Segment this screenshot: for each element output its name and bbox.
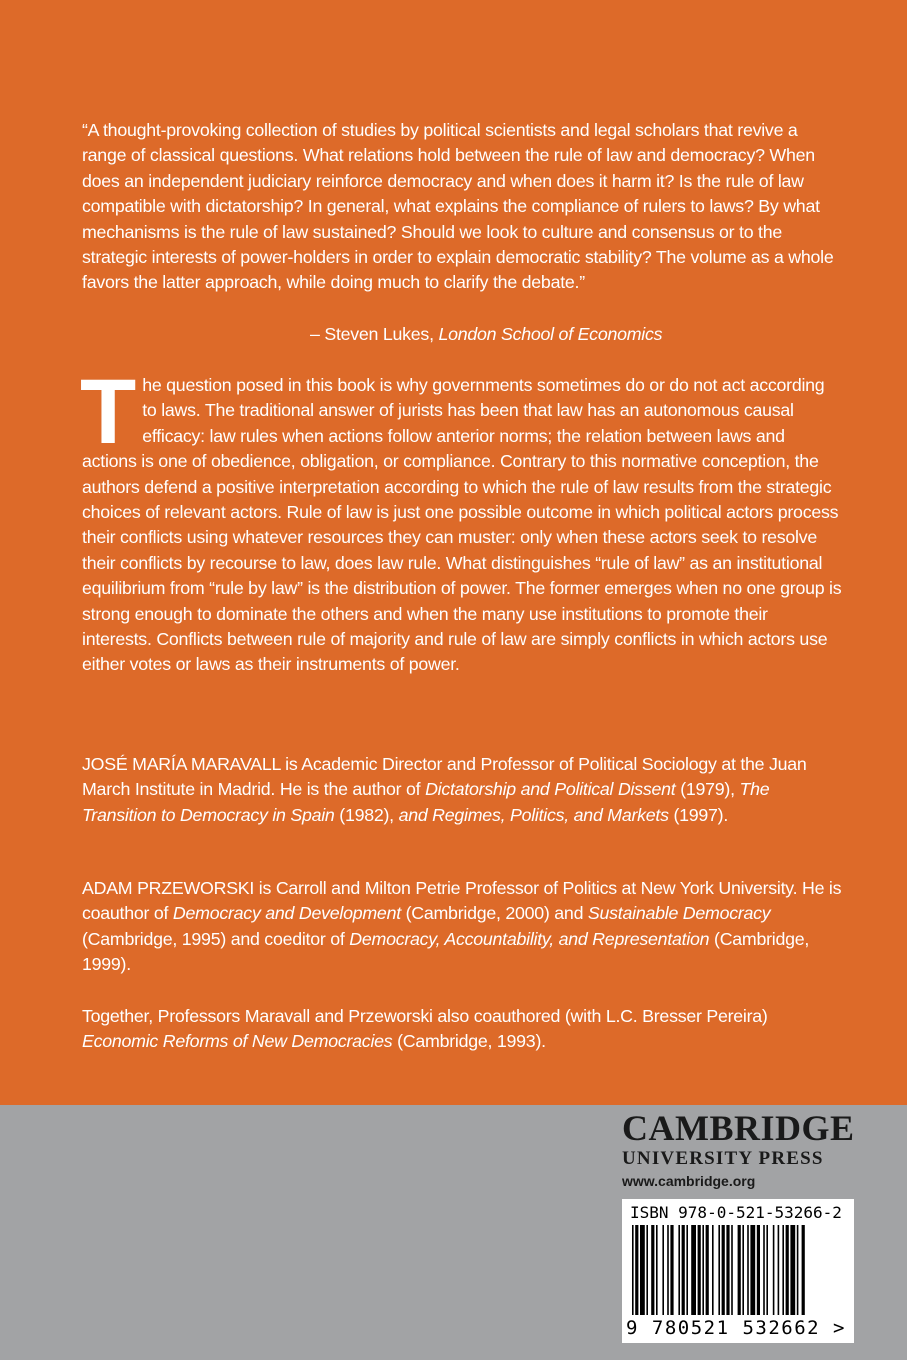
- publisher-logo: [622, 1108, 862, 1192]
- author-bio-przeworski: [82, 876, 842, 978]
- coauthor-note: [82, 1004, 842, 1055]
- review-attribution: [310, 322, 830, 347]
- book-title: and Regimes, Politics, and Markets: [398, 804, 669, 825]
- book-description: [80, 361, 842, 678]
- bio-text: ADAM PRZEWORSKI is Carroll and Milton Petrie Professor of Politics at New York University. He is coauthor of: [82, 878, 842, 924]
- review-quote: [82, 118, 842, 296]
- bio-text: JOSÉ MARÍA MARAVALL is Academic Director and Professor of Political Sociology at the Juan March Institute in Madrid. He is the author of: [82, 754, 807, 800]
- barcode-bar: [651, 1225, 654, 1315]
- barcode-bar: [738, 1225, 741, 1315]
- bio-text: (Cambridge, 1995) and coeditor of: [82, 928, 350, 949]
- review-quote-text: “A thought-provoking collection of studies by political scientists and legal scholars that revive a range of classical questions. What relations hold between the rule of law and democracy? When does an independent judiciary reinforce democracy and when does it harm it? Is the rule of law compatible with dictatorship? In general, what explains the compliance of rulers to laws? By what mechanisms is the rule of law sustained? Should we look to culture and consensus or to the strategic interests of power-holders in order to explain democratic stability? The volume as a whole favors the latter approach, while doing much to clarify the debate.”: [82, 120, 834, 293]
- barcode-bar: [802, 1225, 805, 1315]
- barcode-bar: [656, 1225, 658, 1315]
- bio-text: (1997).: [668, 804, 729, 825]
- barcode-bar: [731, 1225, 733, 1315]
- description-text: he question posed in this book is why governments sometimes do or do not act according to laws. The traditional answer of jurists has been that law has an autonomous causal efficacy: law rules when actions follow anterior norms; the relation between laws and actions is one of obedience, obligation, or compliance. Contrary to this normative conception, the authors defend a positive interpretation according to which the rule of law results from the strategic choices of relevant actors. Rule of law is just one possible outcome in which political actors process their conflicts using whatever resources they can muster: only when these actors seek to resolve their conflicts by recourse to law, does law rule. What distinguishes “rule of law” as an institutional equilibrium from “rule by law” is the distribution of power. The former emerges when no one group is strong enough to dominate the others and when the many use institutions to promote their interests. Conflicts between rule of majority and rule of law are simply conflicts in which actors use either votes or laws as their instruments of power.: [82, 375, 842, 675]
- barcode-bar: [718, 1225, 720, 1315]
- barcode-bar: [747, 1225, 749, 1315]
- barcode-bar: [766, 1225, 768, 1315]
- note-text: (Cambridge, 1993).: [392, 1031, 546, 1052]
- barcode-bar: [750, 1225, 755, 1315]
- publisher-name: CAMBRIDGE: [622, 1108, 855, 1148]
- book-title: Democracy and Development: [172, 903, 401, 924]
- barcode-bar: [763, 1225, 765, 1315]
- barcode-bar: [773, 1225, 775, 1315]
- barcode-bar: [646, 1225, 648, 1315]
- bio-text: (Cambridge, 2000) and: [400, 903, 588, 924]
- book-title: Sustainable Democracy: [587, 903, 771, 924]
- barcode-bar: [686, 1225, 688, 1315]
- barcode-bar: [632, 1225, 634, 1315]
- ean-digits: 9 780521 532662 >: [626, 1317, 846, 1339]
- barcode-bar: [706, 1225, 709, 1315]
- barcode-bar: [635, 1225, 638, 1315]
- book-title: Dictatorship and Political Dissent: [425, 779, 676, 800]
- barcode-bar: [778, 1225, 780, 1315]
- barcode-label: [622, 1199, 854, 1343]
- book-title: The Transition to Democracy in Spain: [82, 779, 770, 825]
- barcode-bar: [757, 1225, 760, 1315]
- bio-text: (1982),: [334, 804, 399, 825]
- barcode-bar: [797, 1225, 799, 1315]
- barcode-bar: [678, 1225, 680, 1315]
- author-bio-maravall: [82, 752, 842, 828]
- barcode-bar: [670, 1225, 673, 1315]
- barcode-bar: [722, 1225, 725, 1315]
- barcode-bar: [702, 1225, 704, 1315]
- book-title: Democracy, Accountability, and Representation: [349, 928, 710, 949]
- barcode-bar: [742, 1225, 744, 1315]
- publisher-subtitle: UNIVERSITY PRESS: [622, 1148, 824, 1169]
- barcode-bar: [682, 1225, 685, 1315]
- barcode-icon: [630, 1225, 846, 1317]
- barcode-bar: [667, 1225, 669, 1315]
- drop-cap: T: [80, 361, 137, 463]
- bio-text: (1979),: [675, 779, 740, 800]
- book-title: Economic Reforms of New Democracies: [82, 1031, 393, 1052]
- barcode-bar: [712, 1225, 714, 1315]
- barcode-bar: [662, 1225, 664, 1315]
- barcode-bar: [790, 1225, 795, 1315]
- barcode-bar: [691, 1225, 696, 1315]
- barcode-bar: [726, 1225, 729, 1315]
- reviewer-affiliation: London School of Economics: [438, 324, 663, 344]
- barcode-bar: [698, 1225, 701, 1315]
- note-text: Together, Professors Maravall and Przeworski also coauthored (with L.C. Bresser Pereira): [82, 1006, 768, 1026]
- isbn-text: ISBN 978-0-521-53266-2: [630, 1203, 842, 1222]
- bio-text: (Cambridge, 1999).: [82, 928, 810, 975]
- barcode-bar: [786, 1225, 789, 1315]
- publisher-url: www.cambridge.org: [622, 1173, 756, 1189]
- barcode-bar: [640, 1225, 645, 1315]
- barcode-bar: [782, 1225, 784, 1315]
- reviewer-name: – Steven Lukes,: [310, 324, 439, 344]
